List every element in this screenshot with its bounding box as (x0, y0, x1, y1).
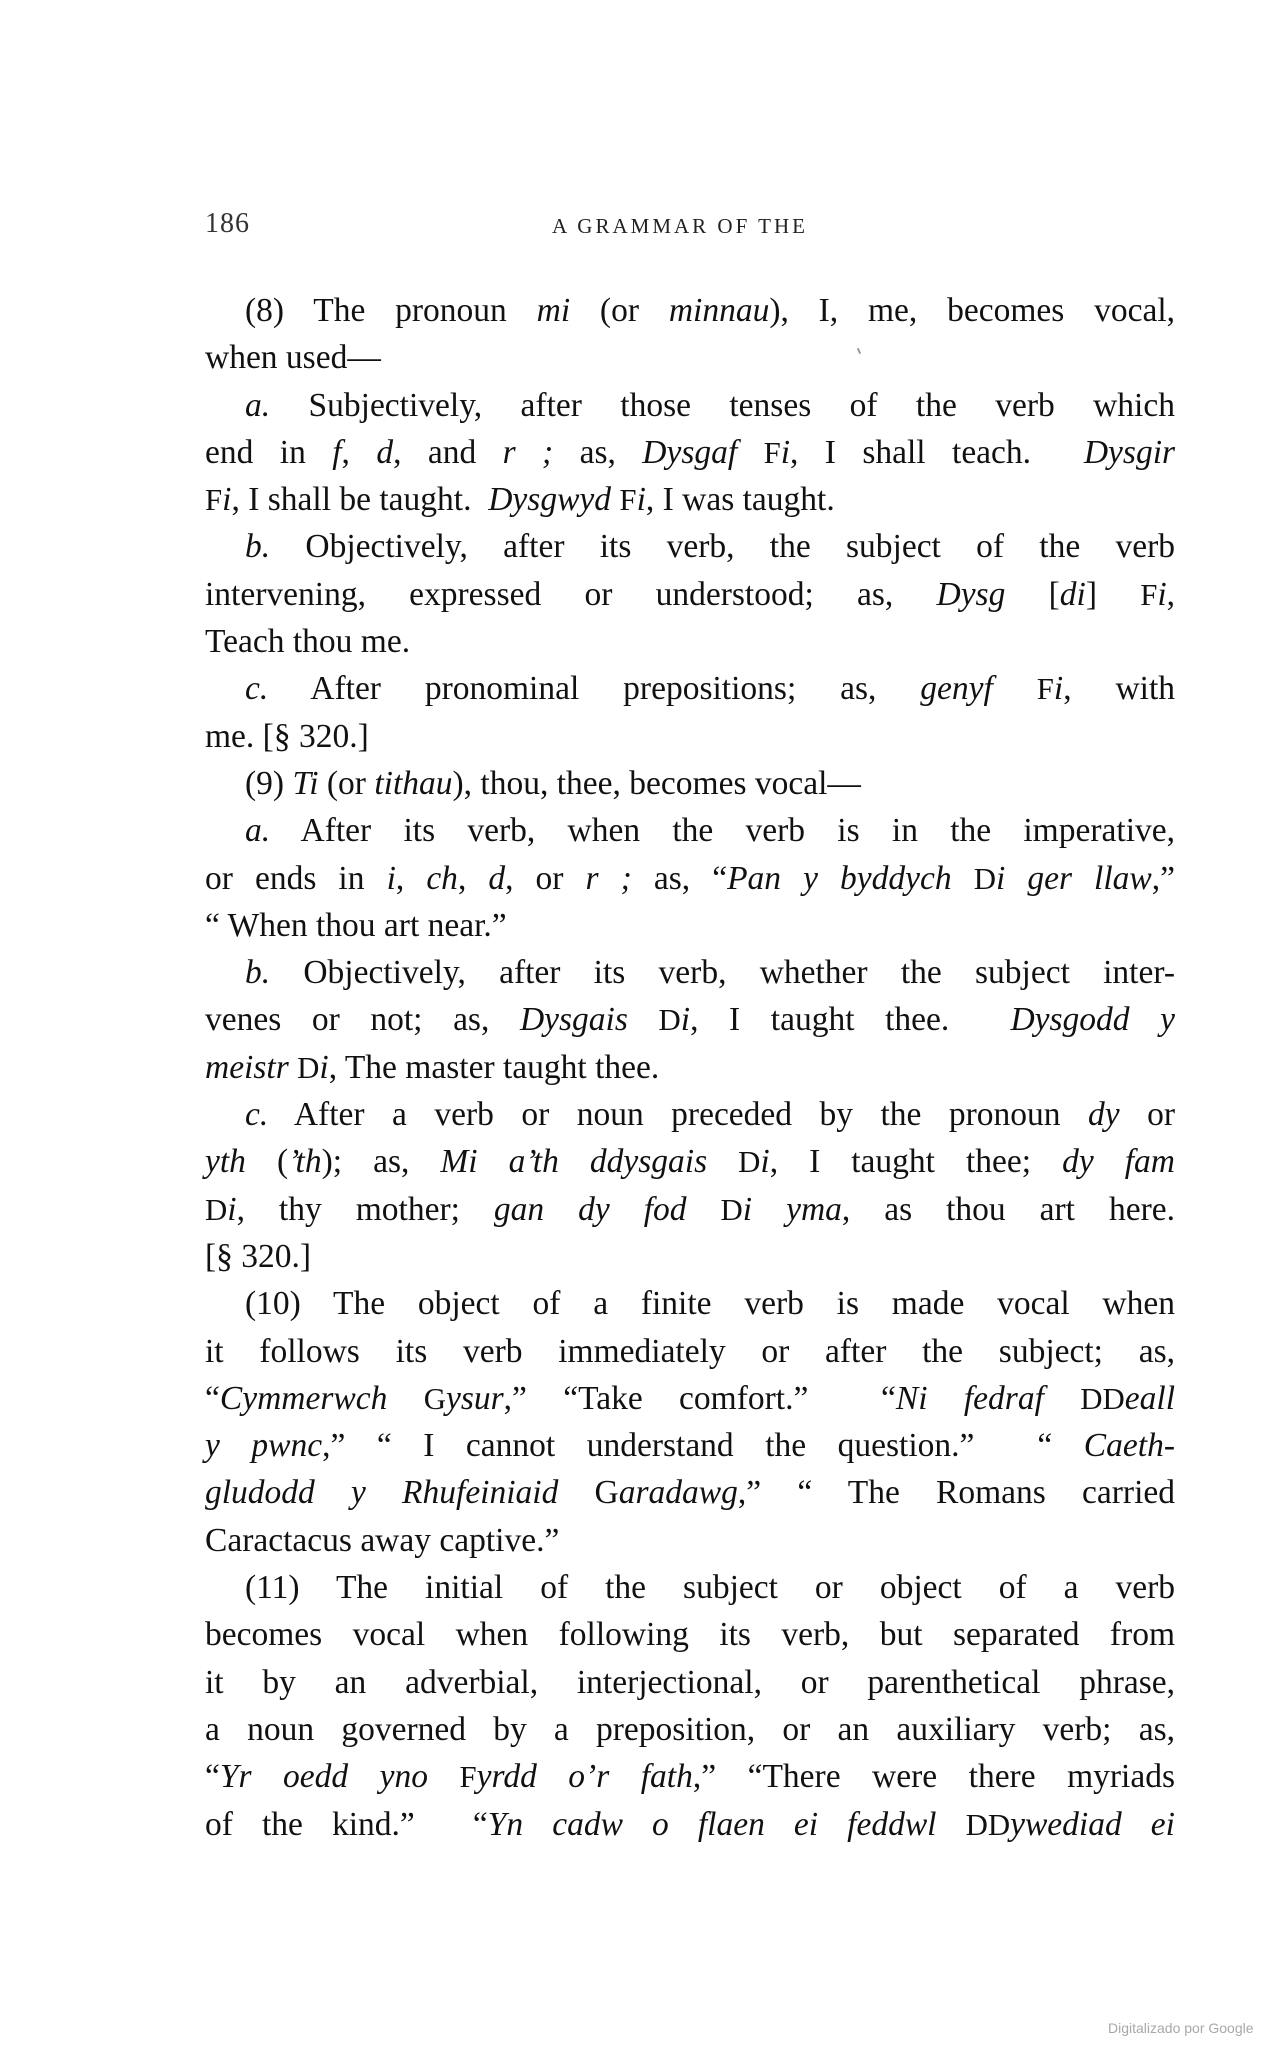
text-segment: [ (1005, 575, 1060, 613)
text-line (205, 1659, 1175, 1706)
text-segment: ,” “ I cannot understand the question.” “ (322, 1427, 1084, 1465)
text-segment: a noun governed by a preposition, or an auxiliary verb; as, (205, 1710, 1175, 1748)
small-caps-text: F (1140, 577, 1158, 612)
italic-text: i (386, 859, 396, 897)
italic-text: b. (245, 528, 271, 566)
text-line (205, 1517, 1175, 1564)
italic-text: gludodd y Rhufeiniaid (205, 1474, 559, 1512)
text-segment: (11) The initial of the subject or object of a verb (245, 1569, 1175, 1607)
small-caps-text: D (973, 861, 996, 896)
italic-text: aradawg (618, 1474, 738, 1512)
italic-text: i (680, 1001, 691, 1039)
small-caps-text: F (1036, 672, 1054, 707)
text-line (205, 713, 1175, 760)
italic-text: i (319, 1048, 329, 1086)
italic-text: Ni fedraf (895, 1379, 1044, 1417)
text-segment (993, 670, 1037, 707)
text-segment: After its verb, when the verb is in the imperative, (270, 812, 1175, 850)
text-segment: it follows its verb immediately or after the subject; as, (205, 1332, 1175, 1370)
text-segment (428, 1758, 460, 1795)
text-segment: ); as, (321, 1143, 441, 1181)
italic-text: i (995, 859, 1006, 897)
text-segment: , and (393, 433, 503, 471)
italic-text: Yn cadw o flaen ei feddwl (487, 1805, 937, 1843)
small-caps-text: F (763, 435, 781, 470)
italic-text: Yr oedd yno (219, 1758, 429, 1796)
small-caps-text: F (619, 483, 637, 518)
text-segment: it by an adverbial, interjectional, or parenthetical phrase, (205, 1663, 1175, 1701)
italic-text: eall (1124, 1379, 1175, 1417)
italic-text: i (760, 1143, 770, 1181)
text-segment: , The master taught thee. (328, 1048, 660, 1086)
italic-text: ysur (445, 1379, 504, 1417)
text-segment: or ends in (205, 859, 387, 897)
text-line (205, 1422, 1175, 1469)
text-line (205, 996, 1175, 1043)
text-segment (387, 1380, 423, 1417)
text-segment: , I taught thee. (690, 1001, 1011, 1039)
text-segment: as, “ (631, 859, 728, 897)
italic-text: yrdd o’r fath (476, 1758, 693, 1796)
text-segment (628, 1001, 659, 1038)
scan-watermark: Digitalizado por Google (1108, 2020, 1254, 2036)
text-segment: (or (570, 292, 669, 329)
text-segment: [§ 320.] (205, 1237, 312, 1275)
text-segment: “ When thou art near.” (205, 906, 507, 944)
text-line (205, 382, 1175, 429)
text-line (205, 1186, 1175, 1233)
italic-text: f (332, 433, 342, 471)
text-segment: After pronominal prepositions; as, (268, 670, 921, 708)
text-segment: ,” (1151, 859, 1176, 897)
text-segment: Caractacus away captive.” (205, 1521, 560, 1559)
italic-text: d (488, 859, 506, 897)
text-line (205, 1801, 1175, 1848)
italic-text: Dysgais (519, 1001, 628, 1039)
text-line (205, 429, 1175, 476)
text-line (205, 1753, 1175, 1800)
text-segment (952, 860, 974, 897)
italic-text: Ti (292, 764, 319, 802)
italic-text: r ; (502, 433, 554, 471)
italic-text: ger llaw (1027, 859, 1152, 897)
text-line (205, 1469, 1175, 1516)
text-line (205, 1091, 1175, 1138)
italic-text: dy fam (1062, 1143, 1176, 1181)
italic-text: ’th (288, 1143, 322, 1181)
small-caps-text: D (720, 1192, 743, 1227)
text-segment: ] (1085, 575, 1141, 613)
text-line (205, 1044, 1175, 1091)
italic-text: mi (536, 292, 571, 329)
text-line (205, 1706, 1175, 1753)
italic-text: Dysgir (1083, 433, 1176, 471)
text-segment: , or (505, 859, 586, 897)
text-line (205, 287, 1175, 334)
italic-text: minnau (668, 292, 770, 329)
text-segment: , with (1063, 670, 1176, 708)
italic-text: Dysgodd y (1010, 1001, 1176, 1039)
text-segment: of the kind.” “ (205, 1805, 488, 1843)
italic-text: Pan y byddych (727, 859, 952, 897)
text-line (205, 902, 1175, 949)
text-segment: , I shall teach. (790, 433, 1084, 471)
text-segment: end in (205, 433, 333, 471)
text-line (205, 1233, 1175, 1280)
text-segment (752, 1191, 786, 1228)
italic-text: Mi a’th ddysgais (440, 1143, 708, 1181)
italic-text: i (636, 481, 646, 519)
text-segment: , (395, 859, 427, 897)
italic-text: tithau (374, 764, 453, 802)
italic-text: c. (245, 670, 269, 708)
italic-text: r ; (585, 859, 632, 897)
small-caps-text: G (423, 1381, 446, 1416)
text-segment (687, 1191, 721, 1228)
text-segment: , thy mother; (236, 1190, 494, 1228)
text-line (205, 1564, 1175, 1611)
text-segment: , I was taught. (645, 481, 835, 519)
italic-text: Dysgwyd (488, 481, 612, 519)
text-line (205, 760, 1175, 807)
italic-text: yth (205, 1143, 246, 1181)
text-line (205, 1375, 1175, 1422)
text-segment: ( (245, 1143, 289, 1181)
text-line (205, 1138, 1175, 1185)
italic-text: yma (786, 1190, 842, 1228)
text-line (205, 334, 1175, 381)
italic-text: d (376, 433, 394, 471)
text-segment: ,” “There were there myriads (692, 1758, 1176, 1796)
text-segment: , I shall be taught. (231, 481, 489, 519)
italic-text: gan dy fod (493, 1190, 687, 1228)
text-segment (737, 434, 763, 471)
text-segment: Subjectively, after those tenses of the verb which (270, 386, 1175, 424)
italic-text: i (222, 481, 232, 519)
text-segment: intervening, expressed or understood; as, (205, 575, 937, 613)
running-head: A GRAMMAR OF THE (552, 214, 808, 238)
text-line (205, 1280, 1175, 1327)
text-segment: After a verb or noun preceded by the pronoun (268, 1096, 1088, 1134)
text-segment (707, 1143, 738, 1180)
text-line (205, 855, 1175, 902)
italic-text: i (780, 433, 791, 471)
text-segment (1044, 1380, 1080, 1417)
text-segment: becomes vocal when following its verb, but separated from (205, 1616, 1175, 1654)
text-segment: ), thou, thee, becomes vocal— (452, 764, 861, 802)
text-segment: , I taught thee; (769, 1143, 1063, 1181)
text-segment: , as thou art here. (841, 1190, 1175, 1228)
text-segment: or (1119, 1096, 1175, 1134)
small-caps-text: D (738, 1145, 761, 1180)
text-line (205, 571, 1175, 618)
text-line (205, 476, 1175, 523)
text-segment: “ (205, 1758, 220, 1796)
text-segment: Objectively, after its verb, whether the subject inter- (270, 954, 1175, 992)
text-segment: (9) (245, 764, 293, 802)
text-line (205, 807, 1175, 854)
italic-text: i (1053, 670, 1064, 708)
text-line (205, 523, 1175, 570)
text-segment: Teach thou me. (205, 623, 411, 661)
italic-text: Caeth- (1083, 1427, 1175, 1465)
body-text (205, 287, 1175, 1848)
italic-text: Dysgaf (642, 433, 738, 471)
text-segment: ,” “Take comfort.” “ (503, 1379, 896, 1417)
small-caps-text: DD (965, 1807, 1011, 1842)
italic-text: i (227, 1190, 237, 1228)
text-segment: as, (553, 433, 643, 471)
text-segment: ), I, me, becomes vocal, (769, 292, 1176, 329)
italic-text: Cymmerwch (219, 1379, 388, 1417)
italic-text: a. (245, 386, 271, 424)
italic-text: c. (245, 1096, 269, 1134)
italic-text: y pwnc (205, 1427, 323, 1465)
italic-text: i (1157, 575, 1167, 613)
small-caps-text: D (658, 1003, 681, 1038)
italic-text: a. (245, 812, 271, 850)
italic-text: di (1059, 575, 1086, 613)
small-caps-text: D (297, 1050, 320, 1085)
italic-text: ch (426, 859, 458, 897)
text-segment: , (341, 433, 377, 471)
text-segment (289, 1049, 297, 1086)
text-segment: ,” “ The Romans carried (737, 1474, 1175, 1512)
text-segment: “ (205, 1379, 220, 1417)
small-caps-text: DD (1080, 1381, 1125, 1416)
text-segment: (10) The object of a finite verb is made vocal when (245, 1285, 1175, 1323)
text-segment: , (1166, 575, 1176, 613)
text-line (205, 618, 1175, 665)
italic-text: ywediad ei (1010, 1805, 1175, 1843)
text-segment: , (457, 859, 489, 897)
text-segment: me. [§ 320.] (205, 717, 369, 755)
italic-text: Dysg (936, 575, 1006, 613)
text-line (205, 665, 1175, 712)
text-segment: venes or not; as, (205, 1001, 520, 1039)
text-segment (1005, 860, 1027, 897)
small-caps-text: F (205, 483, 223, 518)
italic-text: i (742, 1190, 753, 1228)
text-segment: when used— (205, 339, 381, 377)
small-caps-text: F (459, 1760, 477, 1795)
italic-text: meistr (205, 1048, 289, 1086)
text-line (205, 949, 1175, 996)
italic-text: genyf (920, 670, 993, 708)
italic-text: b. (245, 954, 271, 992)
small-caps-text: D (205, 1192, 228, 1227)
italic-text: dy (1088, 1096, 1120, 1134)
text-line (205, 1328, 1175, 1375)
text-segment: G (558, 1474, 619, 1512)
text-segment: (or (318, 764, 375, 802)
page-number: 186 (205, 208, 250, 239)
text-segment (937, 1806, 966, 1843)
text-line (205, 1611, 1175, 1658)
text-segment: Objectively, after its verb, the subject of the verb (270, 528, 1175, 566)
text-segment: (8) The pronoun (245, 292, 537, 329)
